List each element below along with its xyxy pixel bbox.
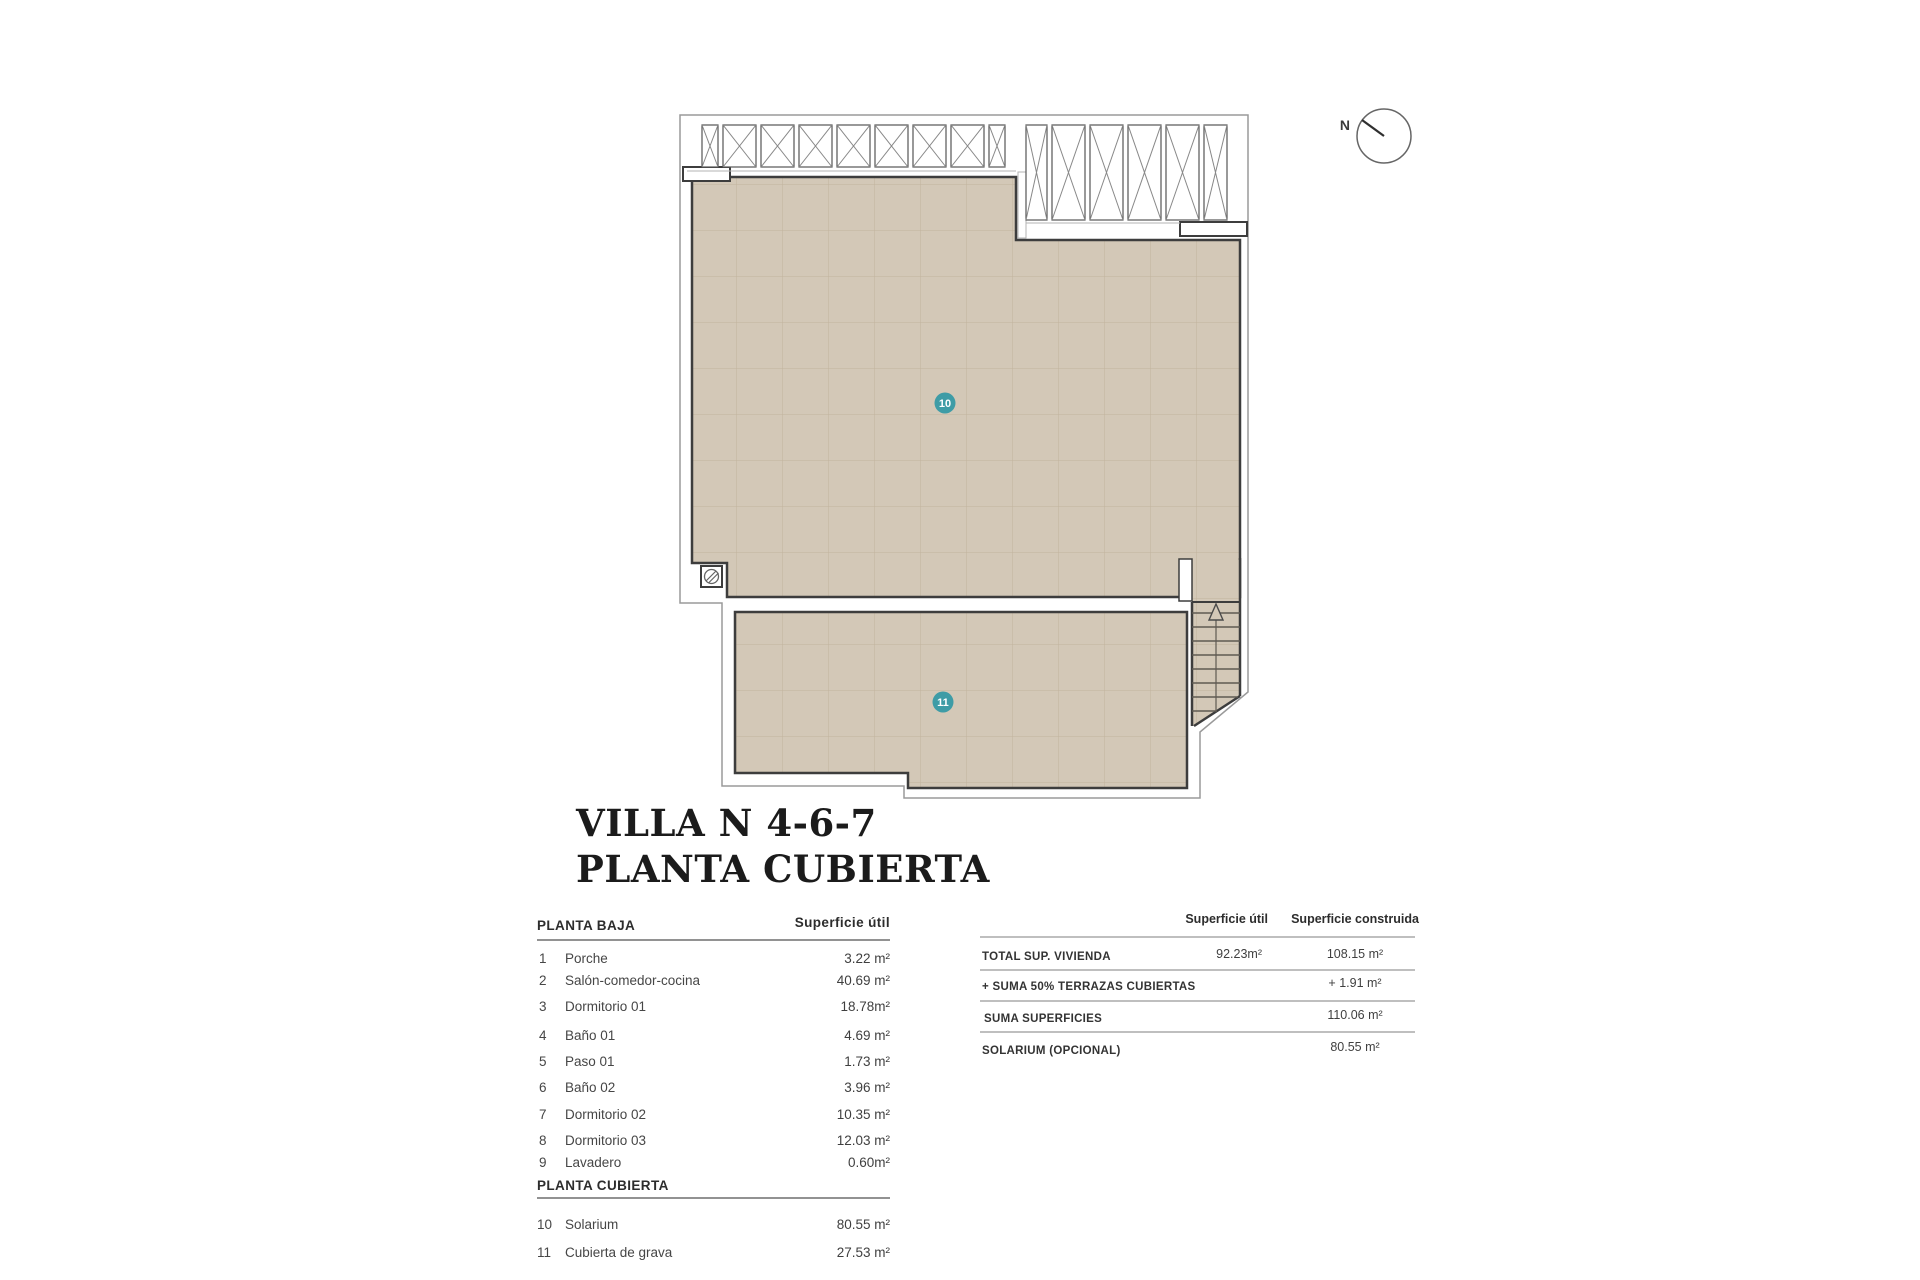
row-value: 80.55 m² bbox=[836, 1217, 890, 1232]
row-label: + SUMA 50% TERRAZAS CUBIERTAS bbox=[982, 981, 1196, 993]
row-num: 3 bbox=[539, 999, 547, 1014]
row-value: 18.78m² bbox=[840, 999, 890, 1014]
row-name: Dormitorio 03 bbox=[565, 1133, 647, 1148]
row-value: 10.35 m² bbox=[836, 1107, 890, 1122]
row-label: SOLARIUM (OPCIONAL) bbox=[982, 1045, 1121, 1057]
row-value: 27.53 m² bbox=[836, 1245, 890, 1260]
solarium-area bbox=[692, 177, 1240, 597]
room-marker-10 bbox=[935, 393, 956, 414]
stairs bbox=[1192, 558, 1240, 726]
row-num: 10 bbox=[537, 1217, 553, 1232]
row-value: 3.96 m² bbox=[844, 1080, 890, 1095]
row-construida: + 1.91 m² bbox=[1328, 976, 1382, 990]
row-name: Cubierta de grava bbox=[565, 1245, 673, 1260]
row-num: 5 bbox=[539, 1054, 547, 1069]
row-num: 9 bbox=[539, 1155, 547, 1170]
table-row bbox=[539, 1107, 890, 1122]
table-row bbox=[539, 1155, 890, 1170]
pergola-beams-left bbox=[702, 125, 1005, 167]
drawing-title bbox=[575, 801, 991, 891]
row-name: Dormitorio 01 bbox=[565, 999, 647, 1014]
row-num: 1 bbox=[539, 951, 547, 966]
north-label: N bbox=[1339, 117, 1350, 133]
row-name: Dormitorio 02 bbox=[565, 1107, 647, 1122]
title-line2: PLANTA CUBIERTA bbox=[576, 847, 990, 891]
row-construida: 108.15 m² bbox=[1326, 947, 1384, 961]
wall-step-left bbox=[683, 167, 730, 181]
row-num: 2 bbox=[539, 973, 547, 988]
row-name: Salón-comedor-cocina bbox=[565, 973, 701, 988]
table-row bbox=[539, 973, 890, 988]
row-name: Baño 02 bbox=[565, 1080, 616, 1095]
surface-table-right bbox=[980, 912, 1420, 1057]
col-header-construida: Superficie construida bbox=[1291, 912, 1419, 926]
table-row bbox=[539, 1028, 890, 1043]
row-util: 92.23m² bbox=[1216, 947, 1262, 961]
title-line1: VILLA N 4-6-7 bbox=[576, 801, 877, 845]
row-value: 3.22 m² bbox=[844, 951, 890, 966]
row-value: 40.69 m² bbox=[836, 973, 890, 988]
row-num: 7 bbox=[539, 1107, 547, 1122]
row-num: 4 bbox=[539, 1028, 547, 1043]
row-name: Paso 01 bbox=[565, 1054, 615, 1069]
col-header-superficie-util: Superficie útil bbox=[794, 915, 890, 930]
table-row bbox=[539, 1133, 890, 1148]
room-marker-11 bbox=[933, 692, 954, 713]
row-value: 1.73 m² bbox=[844, 1054, 890, 1069]
table-row bbox=[982, 947, 1383, 963]
table-row bbox=[539, 999, 890, 1014]
table-row bbox=[539, 1080, 890, 1095]
pergola-divider bbox=[1018, 172, 1026, 238]
table-row bbox=[537, 1245, 890, 1260]
table-row bbox=[539, 951, 890, 966]
room-marker-11-label: 11 bbox=[937, 697, 949, 709]
row-construida: 110.06 m² bbox=[1327, 1008, 1383, 1022]
table-row bbox=[539, 1054, 890, 1069]
row-name: Lavadero bbox=[565, 1155, 622, 1170]
row-value: 0.60m² bbox=[847, 1155, 890, 1170]
table-row bbox=[537, 1217, 890, 1232]
row-label: TOTAL SUP. VIVIENDA bbox=[982, 951, 1111, 963]
table-row bbox=[982, 1040, 1380, 1057]
row-name: Porche bbox=[565, 951, 608, 966]
room-marker-10-label: 10 bbox=[938, 398, 952, 410]
row-construida: 80.55 m² bbox=[1330, 1040, 1380, 1054]
row-name: Solarium bbox=[565, 1217, 619, 1232]
pergola-beams-right bbox=[1026, 125, 1227, 220]
wall-slot bbox=[1179, 559, 1192, 601]
section-header-planta-baja: PLANTA BAJA bbox=[537, 918, 636, 933]
col-header-util: Superficie útil bbox=[1185, 912, 1268, 926]
table-row bbox=[982, 976, 1382, 993]
row-label: SUMA SUPERFICIES bbox=[984, 1013, 1103, 1025]
row-value: 12.03 m² bbox=[836, 1133, 890, 1148]
wall-step-right bbox=[1180, 222, 1247, 236]
table-row bbox=[984, 1008, 1383, 1025]
row-num: 8 bbox=[539, 1133, 547, 1148]
gravel-roof-area bbox=[735, 612, 1187, 788]
row-name: Baño 01 bbox=[565, 1028, 616, 1043]
row-num: 11 bbox=[537, 1245, 552, 1260]
surface-table-left bbox=[537, 915, 890, 1260]
section-header-planta-cubierta: PLANTA CUBIERTA bbox=[537, 1178, 669, 1193]
drain-symbol bbox=[701, 566, 722, 587]
row-value: 4.69 m² bbox=[844, 1028, 890, 1043]
north-needle bbox=[1362, 120, 1384, 136]
row-num: 6 bbox=[539, 1080, 547, 1095]
north-compass bbox=[1340, 109, 1411, 163]
